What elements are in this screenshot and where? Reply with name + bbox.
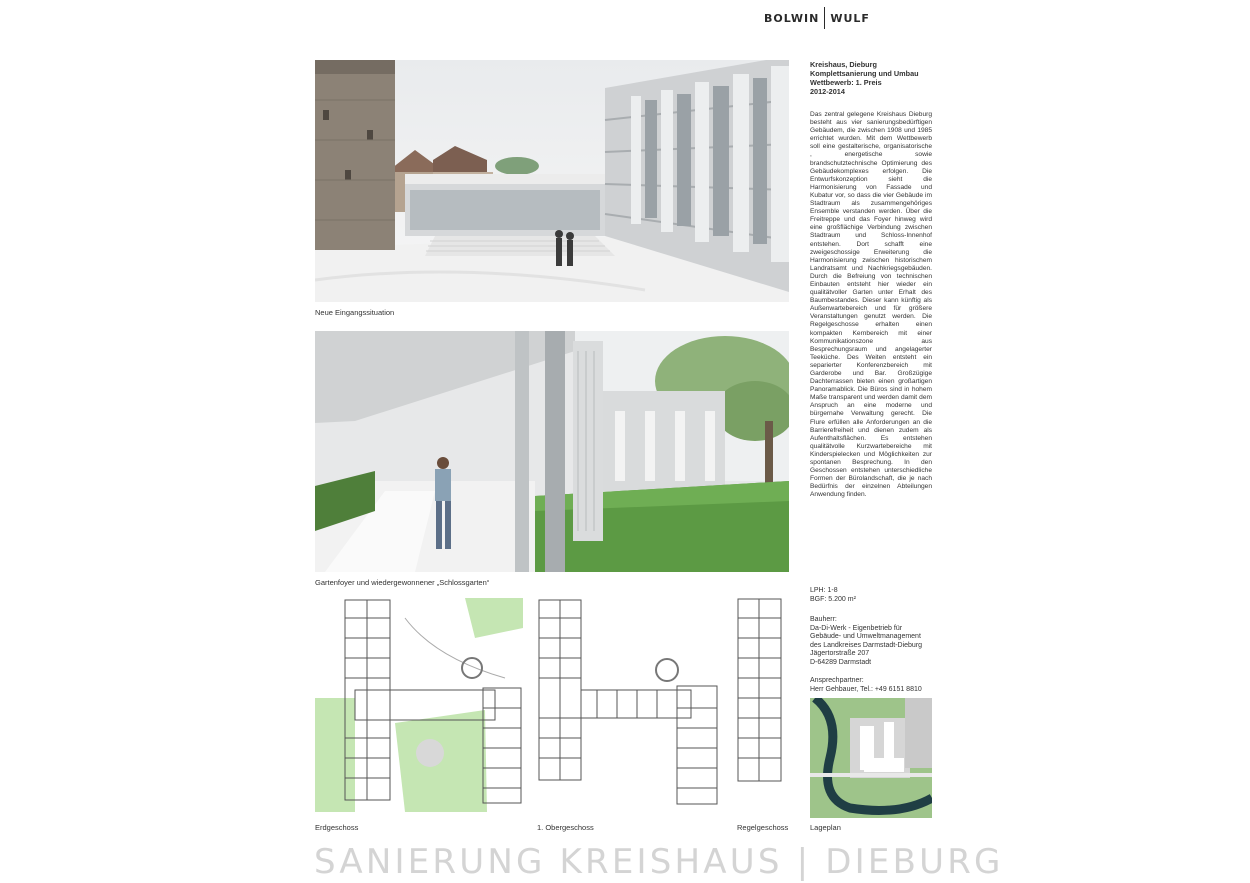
- caption-plan-ground: Erdgeschoss: [315, 823, 359, 832]
- contact-label: Ansprechpartner:: [810, 677, 864, 684]
- floor-plan-ground-drawing: [315, 598, 523, 812]
- caption-entrance: Neue Eingangssituation: [315, 308, 395, 317]
- floor-plan-first: [537, 598, 719, 812]
- logo-left: BOLWIN: [764, 11, 820, 25]
- client-line1: Da-Di-Werk - Eigenbetrieb für: [810, 624, 903, 632]
- caption-site-plan: Lageplan: [810, 823, 841, 832]
- client-line4: Jägertorstraße 207: [810, 650, 870, 658]
- floor-plan-typical-drawing: [737, 598, 782, 784]
- rendering-garden-foyer-illustration: [315, 331, 789, 572]
- page-title: SANIERUNG KREISHAUS | DIEBURG: [314, 842, 1004, 882]
- logo: [764, 7, 870, 29]
- client-label: Bauherr:: [810, 616, 837, 623]
- site-plan: [810, 698, 932, 818]
- project-name: Kreishaus, Dieburg: [810, 60, 877, 69]
- project-scope: Komplettsanierung und Umbau: [810, 69, 919, 78]
- project-facts: [810, 587, 935, 604]
- logo-right: WULF: [830, 11, 870, 25]
- site-plan-drawing: [810, 698, 932, 818]
- logo-divider: [824, 7, 825, 29]
- rendering-entrance-illustration: [315, 60, 789, 302]
- project-header: [810, 60, 932, 96]
- project-competition: Wettbewerb: 1. Preis: [810, 78, 882, 87]
- facts-bgf: BGF: 5.200 m²: [810, 595, 856, 603]
- project-description: Das zentral gelegene Kreishaus Dieburg besteht aus vier sanierungsbedürftigen Gebäudem, die zwischen 1908 und 1985 errichtet wurden. Mit dem Wettbewerb soll eine gestalterische, organisatorische , energetische sowie brandschutztechnische Optimierung des Gebäudekomplexes erfolgen. Die Entwurfskonzeption sieht die Harmonisierung von Fassade und Kubatur vor, so dass die vier Gebäude im Stadtraum als zusammengehöriges Ensemble verstanden werden. Über die Freitreppe und das Foyer hinweg wird eine großflächige Verbindung zwischen Stadtraum und Schloss-Innenhof entstehen. Dort schafft eine zweigeschossige Erweiterung die Harmonisierung zwischen historischem Landratsamt und Nachkriegsgebäuden. Durch die Befreiung von technischen Einbauten entsteht hier wieder ein qualitätvoller Garten unter Erhalt des Baumbestandes. Dieser kann künftig als Außenwartebereich und für größere Veranstaltungen genutzt werden. Die Regelgeschosse erhalten einen kompakten Kernbereich mit einer Kommunikationszone aus Besprechungsraum und angelagerter Teeküche. Des Weiten entsteht ein separierter Konferenzbereich mit Garderobe und Bar. Großzügige Dachterrassen bieten einen großartigen Panoramablick. Die Büros sind in hohem Maße transparent und werden damit dem Anspruch an eine moderne und bürgernahe Verwaltung gerecht. Die Flure erfüllen alle Anforderungen an die Barrierefreiheit und dienen zudem als Aufenthaltsflächen. Es entstehen qualitätvolle Kurzwartebereiche mit Kinderspielecken und Möglichkeiten zur spontanen Besprechung. In den Geschossen entstehen unterschiedliche Formen der Bürolandschaft, die je nach Bedürfnis der einzelnen Abteilungen Anwendung finden.: [810, 111, 932, 499]
- rendering-entrance: [315, 60, 789, 302]
- facts-lph: LPH: 1-8: [810, 587, 838, 594]
- contact-block: [810, 677, 935, 694]
- floor-plan-first-drawing: [537, 598, 719, 812]
- caption-plan-first: 1. Obergeschoss: [537, 823, 594, 832]
- floor-plan-ground: [315, 598, 523, 812]
- caption-garden-foyer: Gartenfoyer und wiedergewonnener „Schlossgarten“: [315, 578, 490, 587]
- contact-name: Herr Gehbauer, Tel.: +49 6151 8810: [810, 685, 922, 693]
- project-years: 2012-2014: [810, 87, 845, 96]
- client-block: [810, 616, 935, 668]
- client-line2: Gebäude- und Umweltmanagement: [810, 633, 921, 641]
- rendering-garden-foyer: [315, 331, 789, 572]
- caption-plan-typical: Regelgeschoss: [737, 823, 789, 832]
- client-line3: des Landkreises Darmstadt-Dieburg: [810, 641, 923, 649]
- floor-plan-typical: [737, 598, 782, 784]
- client-line5: D-64289 Darmstadt: [810, 658, 872, 666]
